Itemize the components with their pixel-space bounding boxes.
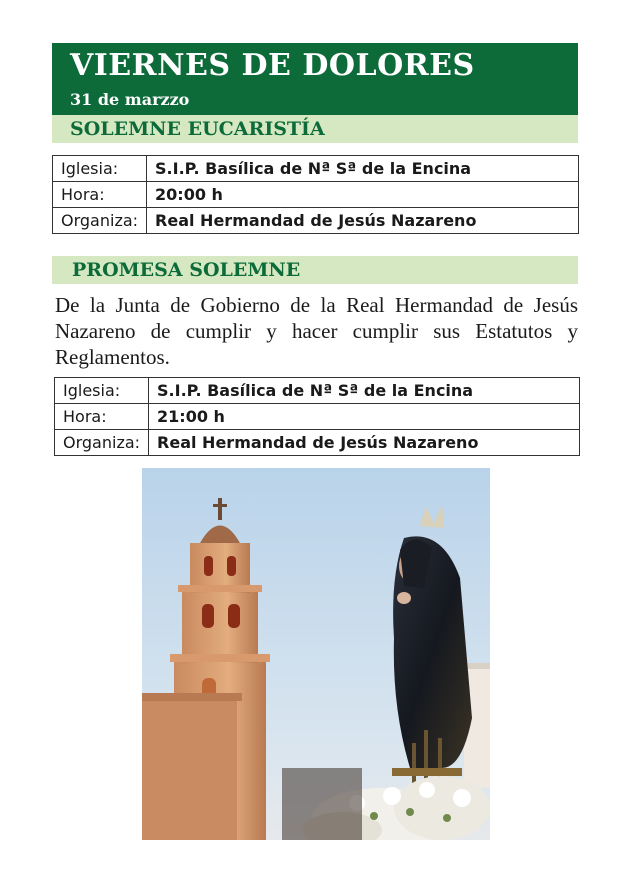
table-row [53, 182, 579, 208]
row-label: Hora: [53, 182, 147, 208]
info-table-eucaristia [52, 155, 579, 234]
table-row [55, 430, 580, 456]
section-heading-eucaristia: SOLEMNE EUCARISTÍA [52, 115, 578, 143]
event-date: 31 de marzzo [70, 90, 190, 109]
info-table-promesa [54, 377, 580, 456]
promesa-description: De la Junta de Gobierno de la Real Hermandad de Jesús Nazareno de cumplir y hacer cumplir sus Estatutos y Reglamentos. [55, 293, 578, 369]
row-label: Iglesia: [55, 378, 149, 404]
table-row [55, 378, 580, 404]
row-label: Organiza: [53, 208, 147, 234]
row-label: Hora: [55, 404, 149, 430]
row-value: S.I.P. Basílica de Nª Sª de la Encina [149, 378, 580, 404]
page-title: VIERNES DE DOLORES [70, 48, 475, 83]
row-value: Real Hermandad de Jesús Nazareno [149, 430, 580, 456]
section-heading-promesa: PROMESA SOLEMNE [52, 256, 578, 284]
table-row [53, 208, 579, 234]
table-row [53, 156, 579, 182]
row-value: S.I.P. Basílica de Nª Sª de la Encina [147, 156, 579, 182]
procession-photo [142, 468, 490, 840]
row-value: 21:00 h [149, 404, 580, 430]
row-value: Real Hermandad de Jesús Nazareno [147, 208, 579, 234]
row-label: Iglesia: [53, 156, 147, 182]
row-label: Organiza: [55, 430, 149, 456]
page-header [52, 43, 578, 115]
row-value: 20:00 h [147, 182, 579, 208]
table-row [55, 404, 580, 430]
